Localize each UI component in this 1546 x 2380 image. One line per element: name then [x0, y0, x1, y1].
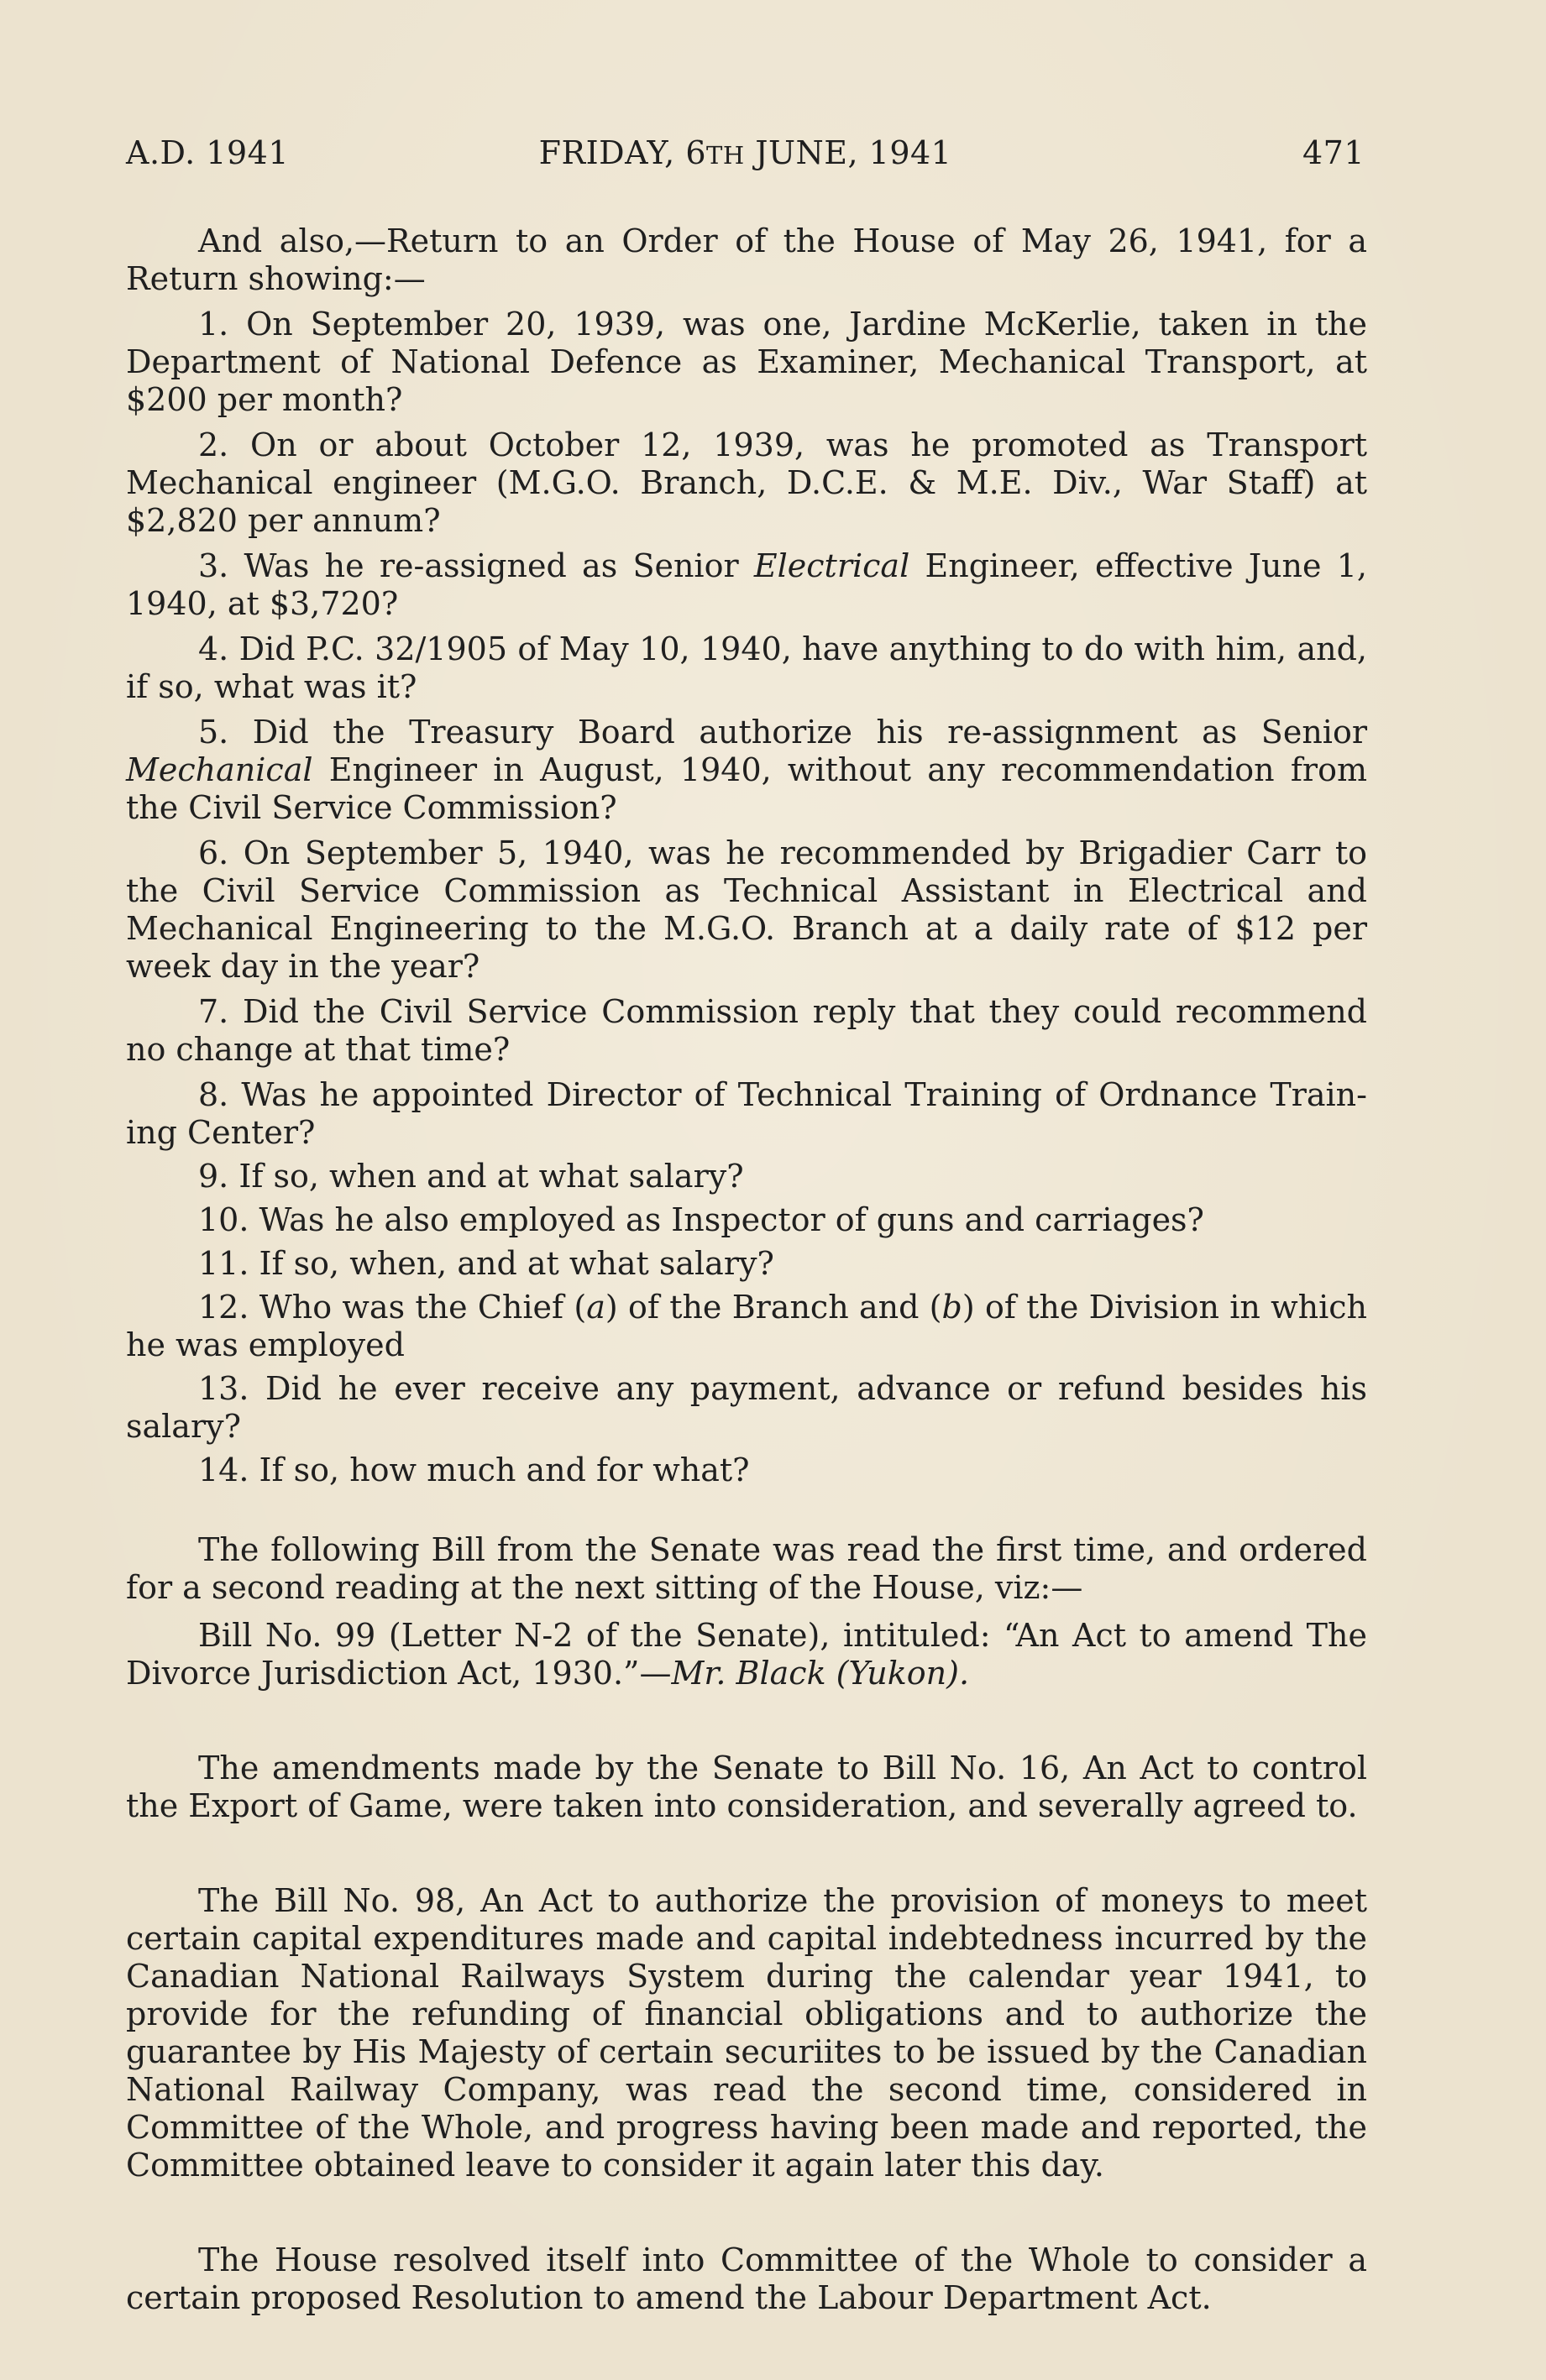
question-6: 6. On September 5, 1940, was he recommended by Brigadier Carr to the Civil Service Commission as Technical Assistant in Electrical and Mechanical Engineering to the M.G.O. Branch at a daily rate of $12 per week day in the year?	[126, 834, 1367, 985]
header-date-post: JUNE, 1941	[744, 134, 952, 171]
question-9: 9. If so, when and at what salary?	[198, 1158, 744, 1195]
bill-98-paragraph: The Bill No. 98, An Act to authorize the provision of moneys to meet certain capital expenditures made and capital indebtedness incurred by the Canadian National Railways System during the calendar year 1941, to provide for the refunding of financial obligations and to authorize the guarantee by His Majesty of certain securiites to be issued by the Canadian National Railway Company, was read the second time, considered in Committee of the Whole, and progress having been made and reported, the Committee obtained leave to consider it again later this day.	[126, 1882, 1367, 2184]
question-7: 7. Did the Civil Service Commission reply that they could recommend no change at that time?	[126, 993, 1367, 1068]
header-date-suffix: TH	[706, 141, 745, 170]
question-4: 4. Did P.C. 32/1905 of May 10, 1940, have anything to do with him, and, if so, what was it?	[126, 630, 1367, 705]
question-3-post: Engineer, effective June 1, 1940, at $3,720?	[126, 547, 1367, 622]
senate-bill-intro: The following Bill from the Senate was read the first time, and ordered for a second reading at the next sitting of the House, viz:—	[126, 1531, 1367, 1606]
question-5-pre: 5. Did the Treasury Board authorize his re-assignment as Senior	[198, 714, 1367, 751]
question-5	[126, 714, 1367, 827]
question-14: 14. If so, how much and for what?	[198, 1452, 750, 1488]
page-number: 471	[1302, 134, 1365, 171]
return-intro: And also,—Return to an Order of the House of May 26, 1941, for a Return showing:—	[126, 222, 1367, 297]
header-date-pre: FRIDAY, 6	[538, 134, 707, 171]
running-header	[126, 134, 1365, 176]
question-1: 1. On September 20, 1939, was one, Jardine McKerlie, taken in the Department of National Defence as Examiner, Mechanical Transport, at $200 per month?	[126, 306, 1367, 418]
question-8: 8. Was he appointed Director of Technical Training of Ordnance Train- ing Center?	[126, 1076, 1367, 1151]
header-date	[539, 134, 952, 171]
question-3-emphasis: Electrical	[753, 547, 910, 584]
question-10: 10. Was he also employed as Inspector of guns and carriages?	[198, 1201, 1204, 1238]
question-12	[126, 1289, 1367, 1364]
question-2: 2. On or about October 12, 1939, was he promoted as Transport Mechanical engineer (M.G.O. Branch, D.C.E. & M.E. Div., War Staff) at $2,820 per annum?	[126, 426, 1367, 539]
question-5-post: Engineer in August, 1940, without any recommendation from the Civil Service Commission?	[126, 751, 1367, 826]
question-13: 13. Did he ever receive any payment, advance or refund besides his salary?	[126, 1370, 1367, 1445]
question-12-emphasis-a: a	[586, 1289, 605, 1326]
question-3-pre: 3. Was he re-assigned as Senior	[198, 547, 754, 584]
question-5-emphasis: Mechanical	[126, 751, 313, 788]
header-year: A.D. 1941	[126, 134, 289, 171]
bill-99-sponsor: Mr. Black (Yukon).	[671, 1655, 970, 1692]
question-12-emphasis-b: b	[941, 1289, 962, 1326]
bill-99-text: Bill No. 99 (Letter N-2 of the Senate), intituled: “An Act to amend The Divorce Jurisdiction Act, 1930.”—	[126, 1617, 1367, 1692]
question-12-mid: ) of the Branch and (	[605, 1289, 942, 1326]
page-body	[126, 222, 1367, 2317]
question-12-pre: 12. Who was the Chief (	[198, 1289, 587, 1326]
question-11: 11. If so, when, and at what salary?	[198, 1245, 774, 1282]
question-12-post: ) of the Division in which he was employed	[126, 1289, 1368, 1363]
committee-paragraph: The House resolved itself into Committee of the Whole to consider a certain proposed Resolution to amend the Labour Department Act.	[126, 2241, 1367, 2316]
bill-99-paragraph	[126, 1617, 1367, 1692]
amendments-paragraph: The amendments made by the Senate to Bill No. 16, An Act to control the Export of Game, were taken into consideration, and severally agreed to.	[126, 1750, 1367, 1824]
question-3	[126, 547, 1367, 623]
